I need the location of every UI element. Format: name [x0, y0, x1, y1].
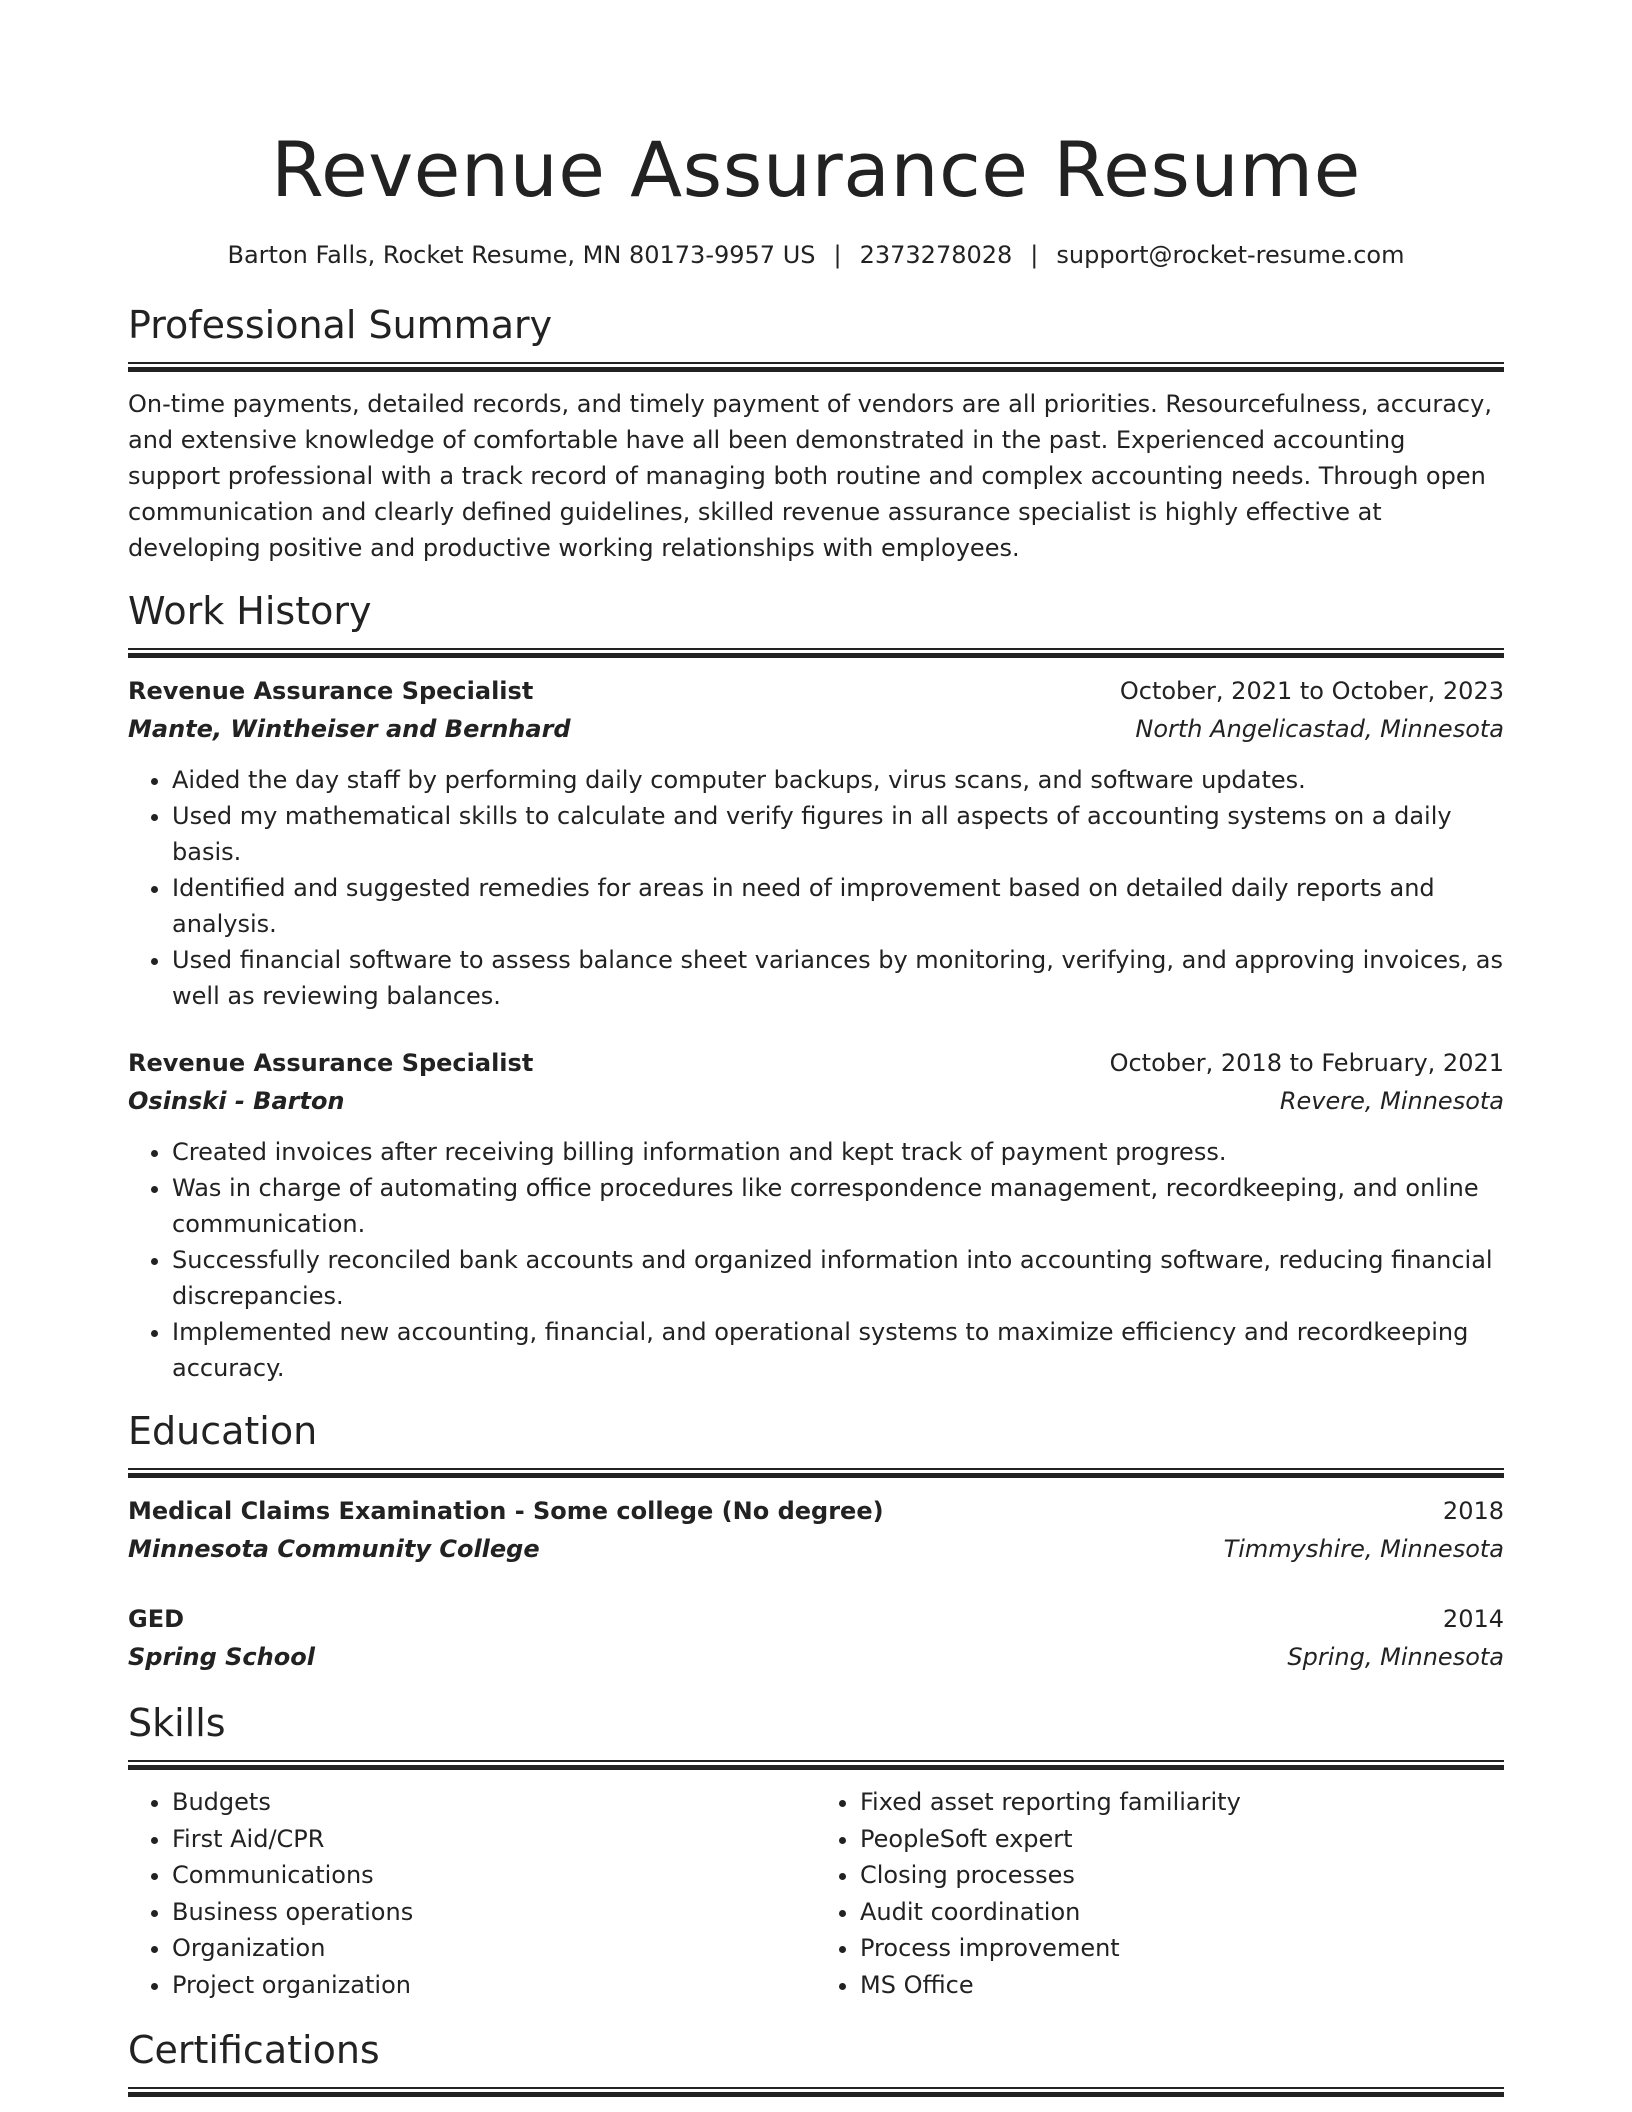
work-section [128, 586, 1504, 1386]
education-entry [128, 1492, 1504, 1568]
skill-item: • PeopleSoft expert [860, 1821, 1504, 1858]
skill-item: • Process improvement [860, 1930, 1504, 1967]
education-location: Spring, Minnesota [1287, 1643, 1504, 1671]
education-header [128, 1492, 1504, 1530]
skill-item: • Budgets [172, 1784, 816, 1821]
education-location: Timmyshire, Minnesota [1223, 1535, 1504, 1563]
job-bullet: • Implemented new accounting, financial, and operational systems to maximize efficiency and recordkeeping accuracy. [172, 1314, 1504, 1386]
education-year: 2018 [1442, 1497, 1504, 1525]
section-divider [128, 1760, 1504, 1770]
summary-text: On-time payments, detailed records, and timely payment of vendors are all priorities. Resourcefulness, accuracy, and extensive knowledge of comfortable have all been demonstrated in the past. Experienced accounting support professional with a track record of managing both routine and complex accounting needs. Through open communication and clearly defined guidelines, skilled revenue assurance specialist is highly effective at developing positive and productive working relationships with employees. [128, 390, 1492, 562]
education-header [128, 1600, 1504, 1638]
contact-separator: | [1030, 241, 1039, 269]
job-bullet: • Aided the day staff by performing daily computer backups, virus scans, and software updates. [172, 762, 1504, 798]
skill-item: • First Aid/CPR [172, 1821, 816, 1858]
education-school: Spring School [128, 1643, 315, 1671]
contact-line [128, 238, 1504, 272]
skill-item: • Audit coordination [860, 1894, 1504, 1931]
contact-address: Barton Falls, Rocket Resume, MN 80173-9957 US [227, 241, 816, 269]
section-divider [128, 1468, 1504, 1478]
job-location: North Angelicastad, Minnesota [1135, 715, 1504, 743]
job-dates: October, 2021 to October, 2023 [1119, 677, 1504, 705]
job-entry [128, 672, 1504, 1014]
education-subheader [128, 1530, 1504, 1568]
job-title: Revenue Assurance Specialist [128, 1049, 534, 1077]
skills-section [128, 1698, 1504, 2003]
job-bullet: • Was in charge of automating office procedures like correspondence management, recordkeeping, and online communication. [172, 1170, 1504, 1242]
education-entry [128, 1600, 1504, 1676]
section-title-work: Work History [128, 589, 372, 633]
education-year: 2014 [1442, 1605, 1504, 1633]
resume-name: Revenue Assurance Resume [271, 125, 1361, 214]
job-subheader [128, 710, 1504, 748]
job-bullets [128, 1134, 1504, 1386]
job-bullets [128, 762, 1504, 1014]
job-bullet: • Used my mathematical skills to calculate and verify figures in all aspects of accounting systems on a daily basis. [172, 798, 1504, 870]
section-divider [128, 362, 1504, 372]
skills-list-right [816, 1784, 1504, 2003]
skill-item: • Project organization [172, 1967, 816, 2004]
section-title-certifications: Certifications [128, 2028, 380, 2072]
job-subheader [128, 1082, 1504, 1120]
skill-item: • Communications [172, 1857, 816, 1894]
job-location: Revere, Minnesota [1279, 1087, 1504, 1115]
summary-section [128, 300, 1504, 566]
section-title-education: Education [128, 1409, 318, 1453]
section-divider [128, 2087, 1504, 2097]
job-bullet: • Used financial software to assess balance sheet variances by monitoring, verifying, and approving invoices, as well as reviewing balances. [172, 942, 1504, 1014]
skill-item: • Fixed asset reporting familiarity [860, 1784, 1504, 1821]
resume-page [128, 0, 1504, 2097]
job-entry [128, 1044, 1504, 1386]
contact-email: support@rocket-resume.com [1056, 241, 1405, 269]
skill-item: • MS Office [860, 1967, 1504, 2004]
education-subheader [128, 1638, 1504, 1676]
skill-item: • Business operations [172, 1894, 816, 1931]
section-divider [128, 648, 1504, 658]
job-bullet: • Identified and suggested remedies for areas in need of improvement based on detailed daily reports and analysis. [172, 870, 1504, 942]
education-degree: Medical Claims Examination - Some college (No degree) [128, 1497, 884, 1525]
job-company: Osinski - Barton [128, 1087, 345, 1115]
contact-separator: | [833, 241, 842, 269]
contact-phone: 2373278028 [859, 241, 1013, 269]
education-section [128, 1406, 1504, 1676]
section-title-summary: Professional Summary [128, 303, 553, 347]
job-header [128, 672, 1504, 710]
job-dates: October, 2018 to February, 2021 [1109, 1049, 1504, 1077]
skills-list-left [128, 1784, 816, 2003]
job-bullet: • Successfully reconciled bank accounts and organized information into accounting software, reducing financial discrepancies. [172, 1242, 1504, 1314]
education-school: Minnesota Community College [128, 1535, 540, 1563]
job-bullet: • Created invoices after receiving billing information and kept track of payment progress. [172, 1134, 1504, 1170]
skills-columns [128, 1784, 1504, 2003]
job-header [128, 1044, 1504, 1082]
section-title-skills: Skills [128, 1701, 226, 1745]
job-title: Revenue Assurance Specialist [128, 677, 534, 705]
skill-item: • Closing processes [860, 1857, 1504, 1894]
education-degree: GED [128, 1605, 185, 1633]
certifications-section [128, 2025, 1504, 2097]
job-company: Mante, Wintheiser and Bernhard [128, 715, 571, 743]
skill-item: • Organization [172, 1930, 816, 1967]
